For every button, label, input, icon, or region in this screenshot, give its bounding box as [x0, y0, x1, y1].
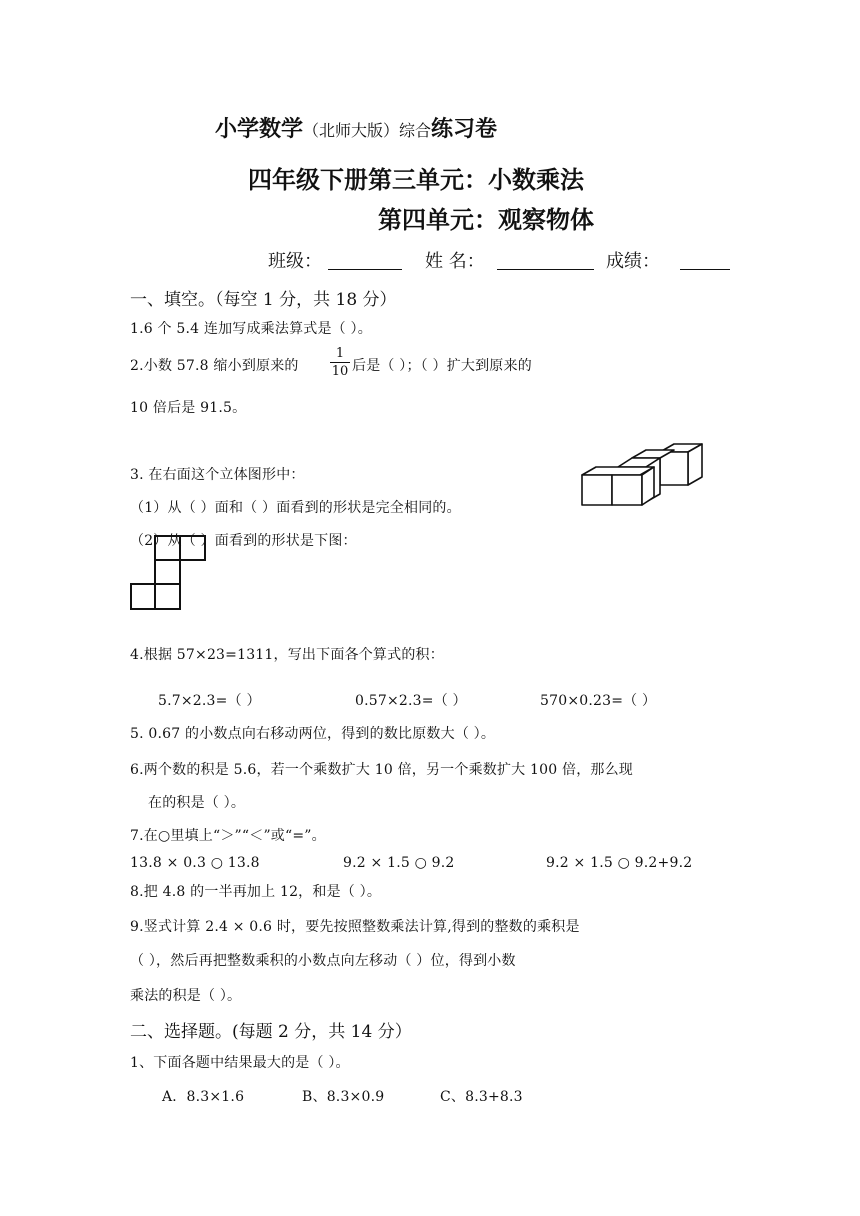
fraction-denominator: 10 — [331, 364, 349, 379]
question-8: 8.把 4.8 的一半再加上 12，和是（ ）。 — [130, 884, 382, 900]
question-6-line2: 在的积是（ ）。 — [148, 795, 246, 811]
question-7: 7.在○里填上“＞”“＜”或“=”。 — [130, 828, 326, 844]
question-5: 5. 0.67 的小数点向右移动两位，得到的数比原数大（ ）。 — [130, 726, 496, 742]
choice-question-1: 1、下面各题中结果最大的是（ ）。 — [130, 1055, 350, 1071]
question-9-line2: （ ），然后再把整数乘积的小数点向左移动（ ）位，得到小数 — [130, 953, 516, 969]
choice-option-a[interactable]: A．8.3×1.6 — [162, 1089, 245, 1105]
class-label: 班级： — [268, 251, 322, 272]
question-2-before: 2.小数 57.8 缩小到原来的 — [130, 358, 299, 374]
fraction-numerator: 1 — [335, 346, 345, 361]
title-main: 小学数学 — [215, 117, 304, 142]
question-3-part1: （1）从（ ）面和（ ）面看到的形状是完全相同的。 — [130, 500, 461, 516]
section2-heading: 二、选择题。(每题 2 分，共 14 分） — [130, 1022, 412, 1042]
fraction-one-tenth — [330, 346, 350, 379]
question-7-c: 9.2 × 1.5 ○ 9.2+9.2 — [546, 855, 693, 871]
question-7-b: 9.2 × 1.5 ○ 9.2 — [343, 855, 455, 871]
unit-title-3: 四年级下册第三单元：小数乘法 — [248, 166, 584, 194]
question-3-title: 3. 在右面这个立体图形中： — [130, 467, 305, 483]
title-edition: （北师大版）综合 — [303, 121, 432, 140]
name-label: 姓 名： — [425, 251, 485, 272]
question-4: 4.根据 57×23=1311，写出下面各个算式的积： — [130, 647, 444, 663]
cube-figure — [578, 440, 708, 515]
question-9-line3: 乘法的积是（ ）。 — [130, 988, 242, 1004]
question-3-part2: （2）从（ ）面看到的形状是下图： — [130, 533, 357, 549]
class-blank[interactable] — [328, 269, 402, 270]
title-suffix: 练习卷 — [431, 117, 498, 142]
question-9-line1: 9.竖式计算 2.4 × 0.6 时，要先按照整数乘法计算,得到的整数的乘积是 — [130, 919, 580, 935]
score-blank[interactable] — [680, 269, 730, 270]
question-2-line2: 10 倍后是 91.5。 — [130, 400, 247, 416]
section1-heading: 一、填空。（每空 1 分，共 18 分） — [130, 290, 397, 310]
fraction-bar — [330, 362, 350, 363]
question-2-after: 后是（ ）；（ ）扩大到原来的 — [352, 358, 532, 374]
choice-option-c[interactable]: C、8.3+8.3 — [440, 1089, 523, 1105]
score-label: 成绩： — [606, 251, 660, 272]
question-4-c: 570×0.23=（ ） — [540, 693, 657, 709]
unit-title-4: 第四单元：观察物体 — [378, 206, 594, 234]
question-6-line1: 6.两个数的积是 5.6，若一个乘数扩大 10 倍，另一个乘数扩大 100 倍，那么现 — [130, 762, 634, 778]
view-shape-figure — [128, 534, 208, 612]
worksheet-title — [215, 112, 497, 143]
question-1: 1.6 个 5.4 连加写成乘法算式是（ ）。 — [130, 321, 372, 337]
choice-option-b[interactable]: B、8.3×0.9 — [302, 1089, 385, 1105]
question-4-b: 0.57×2.3=（ ） — [355, 693, 467, 709]
question-4-a: 5.7×2.3=（ ） — [158, 693, 261, 709]
name-blank[interactable] — [497, 269, 594, 270]
question-7-a: 13.8 × 0.3 ○ 13.8 — [130, 855, 260, 871]
